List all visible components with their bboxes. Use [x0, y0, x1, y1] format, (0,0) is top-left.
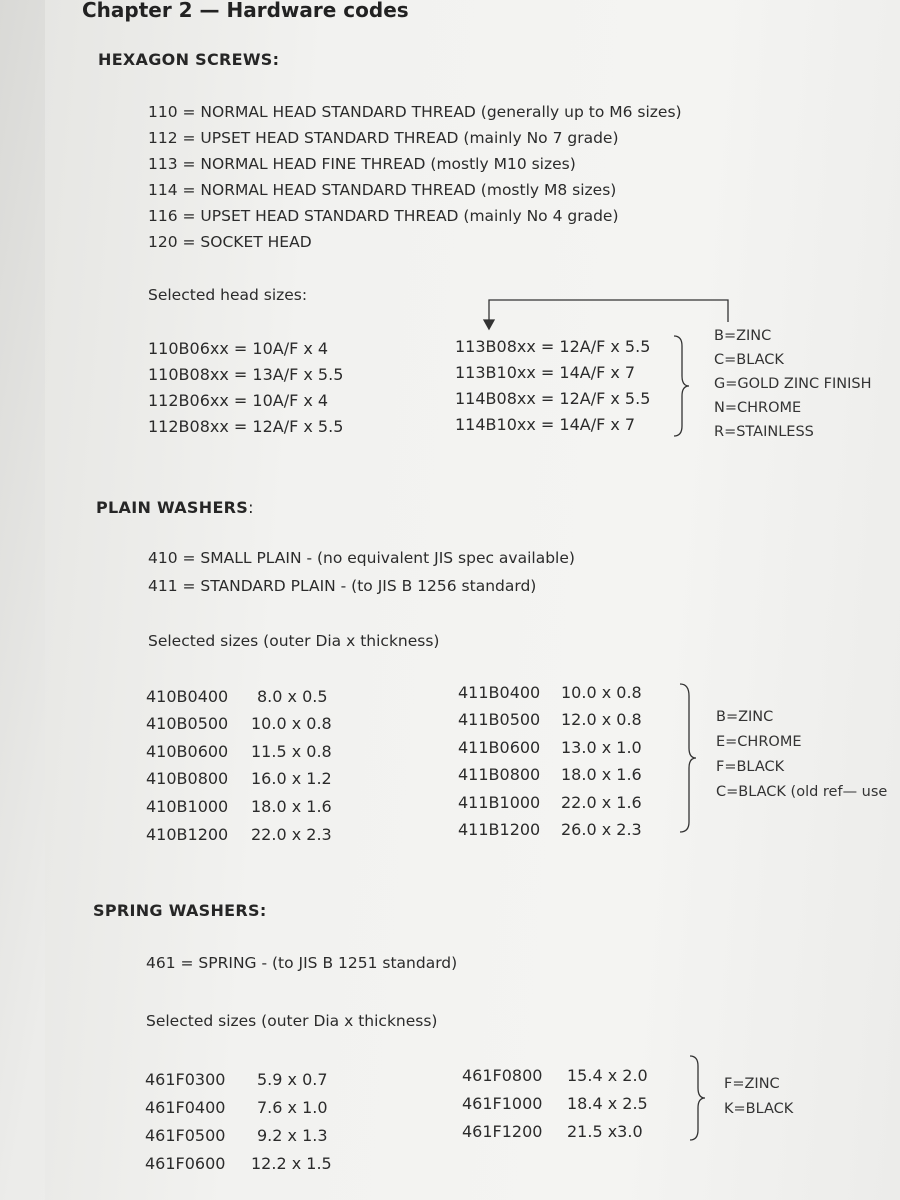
washer-code: 411B0600: [458, 738, 541, 757]
washer-code: 411B0400: [458, 683, 541, 702]
plain-washers-heading-text: PLAIN WASHERS: [96, 498, 249, 517]
curly-brace-icon: [676, 682, 706, 836]
spring-sizes-label: Selected sizes (outer Dia x thickness): [146, 1012, 438, 1030]
hexagon-type-line: 112 = UPSET HEAD STANDARD THREAD (mainly No 7 grade): [148, 129, 619, 147]
finish-code: G=GOLD ZINC FINISH: [714, 376, 872, 392]
spring-type-line: 461 = SPRING - (to JIS B 1251 standard): [146, 954, 458, 972]
washer-size: 10.0 x 0.8: [251, 714, 332, 733]
washer-code: 461F0500: [145, 1126, 226, 1145]
washer-code: 461F0800: [462, 1066, 543, 1085]
washer-size: 22.0 x 1.6: [561, 793, 642, 812]
washer-size: 11.5 x 0.8: [251, 742, 332, 761]
washer-size: 15.4 x 2.0: [567, 1066, 648, 1085]
washer-code: 410B1200: [146, 825, 229, 844]
washer-code: 411B0800: [458, 765, 541, 784]
hexagon-size-item: 113B10xx = 14A/F x 7: [455, 363, 636, 382]
connector-arrow-icon: [480, 296, 740, 336]
washer-code: 410B0800: [146, 769, 229, 788]
hexagon-sizes-label: Selected head sizes:: [148, 286, 308, 304]
finish-code: B=ZINC: [714, 328, 772, 344]
hexagon-size-item: 110B08xx = 13A/F x 5.5: [148, 365, 344, 384]
finish-code: K=BLACK: [724, 1101, 794, 1117]
washer-size: 7.6 x 1.0: [257, 1098, 328, 1117]
plain-sizes-label: Selected sizes (outer Dia x thickness): [148, 632, 440, 650]
finish-code: C=BLACK: [714, 352, 784, 368]
washer-size: 12.0 x 0.8: [561, 710, 642, 729]
plain-washers-heading-colon: :: [248, 498, 254, 517]
curly-brace-icon: [670, 334, 700, 440]
finish-code: F=BLACK: [716, 759, 785, 775]
washer-code: 411B1000: [458, 793, 541, 812]
plain-type-line: 410 = SMALL PLAIN - (no equivalent JIS spec available): [148, 549, 575, 567]
washer-size: 13.0 x 1.0: [561, 738, 642, 757]
hexagon-size-item: 112B06xx = 10A/F x 4: [148, 391, 329, 410]
washer-size: 8.0 x 0.5: [257, 687, 328, 706]
hexagon-size-item: 112B08xx = 12A/F x 5.5: [148, 417, 344, 436]
finish-code: B=ZINC: [716, 709, 774, 725]
washer-size: 26.0 x 2.3: [561, 820, 642, 839]
washer-size: 18.4 x 2.5: [567, 1094, 648, 1113]
hexagon-size-item: 114B08xx = 12A/F x 5.5: [455, 389, 651, 408]
washer-size: 5.9 x 0.7: [257, 1070, 328, 1089]
washer-code: 411B1200: [458, 820, 541, 839]
washer-code: 411B0500: [458, 710, 541, 729]
washer-size: 12.2 x 1.5: [251, 1154, 332, 1173]
finish-code: C=BLACK (old ref— use: [716, 784, 888, 800]
hexagon-type-line: 116 = UPSET HEAD STANDARD THREAD (mainly No 4 grade): [148, 207, 619, 225]
hexagon-type-line: 110 = NORMAL HEAD STANDARD THREAD (generally up to M6 sizes): [148, 103, 682, 121]
washer-code: 410B1000: [146, 797, 229, 816]
finish-code: R=STAINLESS: [714, 424, 814, 440]
washer-code: 410B0500: [146, 714, 229, 733]
washer-code: 461F0600: [145, 1154, 226, 1173]
washer-size: 21.5 x3.0: [567, 1122, 643, 1141]
washer-code: 410B0400: [146, 687, 229, 706]
spring-washers-heading: SPRING WASHERS:: [93, 901, 267, 920]
hexagon-size-item: 114B10xx = 14A/F x 7: [455, 415, 636, 434]
chapter-title: Chapter 2 — Hardware codes: [82, 0, 409, 22]
hexagon-screws-heading: HEXAGON SCREWS:: [98, 50, 280, 69]
washer-code: 461F0400: [145, 1098, 226, 1117]
hexagon-size-item: 110B06xx = 10A/F x 4: [148, 339, 329, 358]
finish-code: E=CHROME: [716, 734, 802, 750]
plain-type-line: 411 = STANDARD PLAIN - (to JIS B 1256 standard): [148, 577, 537, 595]
curly-brace-icon: [686, 1054, 716, 1144]
washer-code: 410B0600: [146, 742, 229, 761]
washer-code: 461F0300: [145, 1070, 226, 1089]
washer-code: 461F1200: [462, 1122, 543, 1141]
washer-size: 9.2 x 1.3: [257, 1126, 328, 1145]
plain-washers-heading: [96, 498, 254, 517]
hexagon-size-item: 113B08xx = 12A/F x 5.5: [455, 337, 651, 356]
washer-size: 22.0 x 2.3: [251, 825, 332, 844]
finish-code: F=ZINC: [724, 1076, 780, 1092]
hexagon-type-line: 120 = SOCKET HEAD: [148, 233, 312, 251]
finish-code: N=CHROME: [714, 400, 802, 416]
washer-code: 461F1000: [462, 1094, 543, 1113]
washer-size: 18.0 x 1.6: [561, 765, 642, 784]
hexagon-type-line: 113 = NORMAL HEAD FINE THREAD (mostly M10 sizes): [148, 155, 576, 173]
washer-size: 16.0 x 1.2: [251, 769, 332, 788]
washer-size: 18.0 x 1.6: [251, 797, 332, 816]
hexagon-type-line: 114 = NORMAL HEAD STANDARD THREAD (mostly M8 sizes): [148, 181, 617, 199]
washer-size: 10.0 x 0.8: [561, 683, 642, 702]
